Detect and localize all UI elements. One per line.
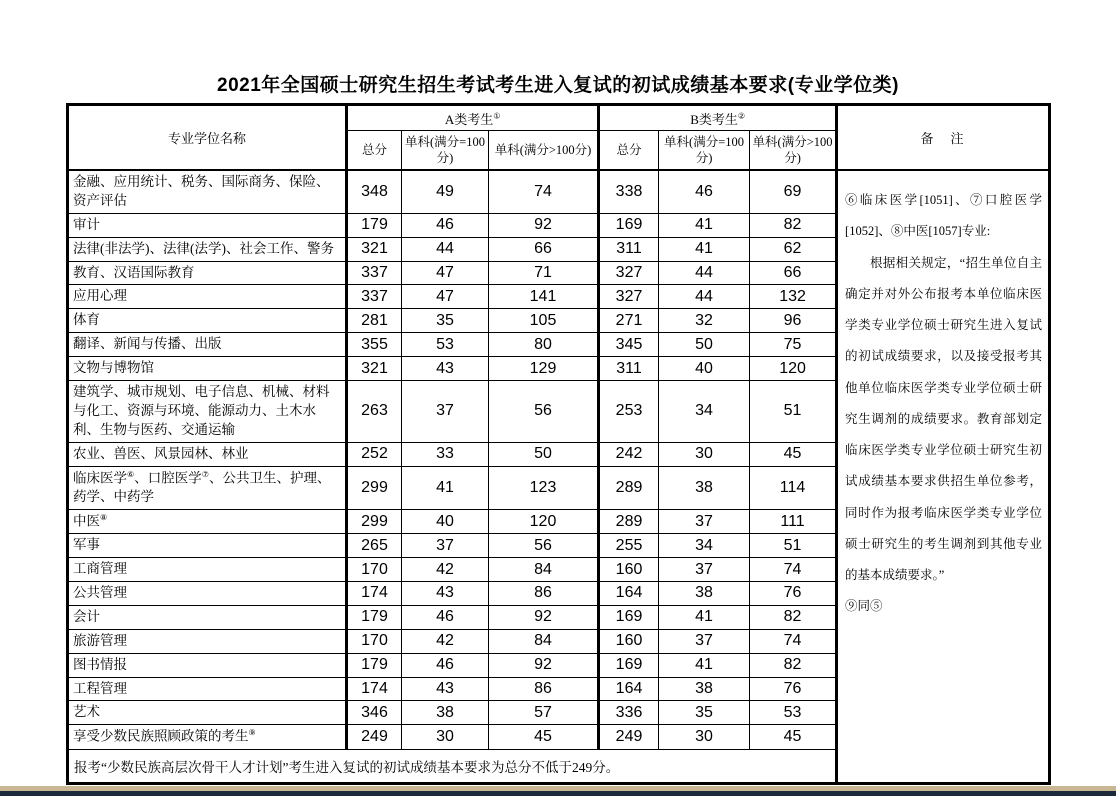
- b-single100-cell: 30: [659, 442, 750, 466]
- b-singlegt100-cell: 114: [750, 466, 837, 509]
- header-row-groups: [68, 105, 1050, 131]
- a-single100-cell: 43: [402, 357, 489, 381]
- a-single100-cell: 43: [402, 582, 489, 606]
- a-total-cell: 179: [347, 213, 402, 237]
- a-single100-cell: 42: [402, 558, 489, 582]
- a-total-cell: 179: [347, 605, 402, 629]
- b-singlegt100-cell: 51: [750, 534, 837, 558]
- a-total-cell: 337: [347, 285, 402, 309]
- b-singlegt100-cell: 45: [750, 725, 837, 749]
- table-body: [68, 170, 1050, 783]
- degree-name-cell: 建筑学、城市规划、电子信息、机械、材料与化工、资源与环境、能源动力、土木水利、生物与医药、交通运输: [68, 381, 347, 443]
- b-total-cell: 255: [599, 534, 659, 558]
- footer-note-cell: 报考“少数民族高层次骨干人才计划”考生进入复试的初试成绩基本要求为总分不低于249分。: [68, 749, 837, 783]
- b-singlegt100-cell: 76: [750, 582, 837, 606]
- b-singlegt100-cell: 132: [750, 285, 837, 309]
- a-total-cell: 179: [347, 653, 402, 677]
- a-singlegt100-cell: 129: [489, 357, 599, 381]
- a-total-cell: 170: [347, 558, 402, 582]
- b-total-cell: 336: [599, 701, 659, 725]
- a-total-header: 总分: [347, 131, 402, 171]
- group-b-header: B类考生②: [599, 105, 837, 131]
- b-total-cell: 160: [599, 558, 659, 582]
- b-singlegt100-header: 单科(满分>100分): [750, 131, 837, 171]
- a-single100-cell: 44: [402, 237, 489, 261]
- b-singlegt100-cell: 74: [750, 629, 837, 653]
- group-a-header: A类考生①: [347, 105, 599, 131]
- a-single100-cell: 30: [402, 725, 489, 749]
- b-single100-cell: 30: [659, 725, 750, 749]
- a-single100-cell: 38: [402, 701, 489, 725]
- b-single100-cell: 34: [659, 381, 750, 443]
- degree-name-cell: 教育、汉语国际教育: [68, 261, 347, 285]
- a-singlegt100-cell: 74: [489, 170, 599, 213]
- remarks-cell: [837, 170, 1050, 783]
- a-single100-cell: 33: [402, 442, 489, 466]
- page-title: 2021年全国硕士研究生招生考试考生进入复试的初试成绩基本要求(专业学位类): [217, 75, 899, 96]
- a-total-cell: 174: [347, 677, 402, 701]
- b-single100-cell: 37: [659, 509, 750, 533]
- a-singlegt100-cell: 84: [489, 629, 599, 653]
- b-singlegt100-cell: 120: [750, 357, 837, 381]
- b-single100-header: 单科(满分=100分): [659, 131, 750, 171]
- a-total-cell: 174: [347, 582, 402, 606]
- b-total-cell: 242: [599, 442, 659, 466]
- degree-name-header: 专业学位名称: [68, 105, 347, 171]
- a-single100-cell: 37: [402, 381, 489, 443]
- a-single100-cell: 47: [402, 261, 489, 285]
- a-single100-cell: 46: [402, 605, 489, 629]
- a-total-cell: 170: [347, 629, 402, 653]
- a-singlegt100-cell: 66: [489, 237, 599, 261]
- a-total-cell: 355: [347, 333, 402, 357]
- degree-name-cell: 翻译、新闻与传播、出版: [68, 333, 347, 357]
- b-single100-cell: 40: [659, 357, 750, 381]
- degree-name-cell: 体育: [68, 309, 347, 333]
- a-singlegt100-cell: 80: [489, 333, 599, 357]
- remark-header: 备 注: [837, 105, 1050, 171]
- b-total-cell: 169: [599, 605, 659, 629]
- a-single100-cell: 35: [402, 309, 489, 333]
- table-row: [68, 170, 1050, 213]
- b-singlegt100-cell: 66: [750, 261, 837, 285]
- b-single100-cell: 44: [659, 285, 750, 309]
- a-total-cell: 299: [347, 509, 402, 533]
- b-singlegt100-cell: 45: [750, 442, 837, 466]
- b-total-cell: 327: [599, 261, 659, 285]
- b-singlegt100-cell: 82: [750, 605, 837, 629]
- a-total-cell: 346: [347, 701, 402, 725]
- b-singlegt100-cell: 111: [750, 509, 837, 533]
- b-single100-cell: 37: [659, 629, 750, 653]
- b-singlegt100-cell: 74: [750, 558, 837, 582]
- b-total-cell: 289: [599, 509, 659, 533]
- b-single100-cell: 41: [659, 213, 750, 237]
- a-singlegt100-cell: 86: [489, 582, 599, 606]
- b-single100-cell: 37: [659, 558, 750, 582]
- a-singlegt100-cell: 120: [489, 509, 599, 533]
- degree-name-cell: 享受少数民族照顾政策的考生⑨: [68, 725, 347, 749]
- minority-note: ⑨同⑤: [845, 599, 883, 614]
- b-single100-cell: 38: [659, 677, 750, 701]
- a-total-cell: 348: [347, 170, 402, 213]
- b-total-cell: 271: [599, 309, 659, 333]
- b-total-cell: 160: [599, 629, 659, 653]
- b-singlegt100-cell: 75: [750, 333, 837, 357]
- a-single100-cell: 53: [402, 333, 489, 357]
- a-single100-cell: 41: [402, 466, 489, 509]
- a-total-cell: 337: [347, 261, 402, 285]
- a-single100-cell: 40: [402, 509, 489, 533]
- a-total-cell: 252: [347, 442, 402, 466]
- a-singlegt100-cell: 50: [489, 442, 599, 466]
- bottom-band-dark: [0, 791, 1116, 796]
- b-single100-cell: 35: [659, 701, 750, 725]
- degree-name-cell: 审计: [68, 213, 347, 237]
- table-header: [68, 105, 1050, 171]
- b-total-header: 总分: [599, 131, 659, 171]
- b-single100-cell: 50: [659, 333, 750, 357]
- b-singlegt100-cell: 76: [750, 677, 837, 701]
- b-single100-cell: 46: [659, 170, 750, 213]
- b-single100-cell: 41: [659, 605, 750, 629]
- b-single100-cell: 41: [659, 653, 750, 677]
- b-singlegt100-cell: 82: [750, 213, 837, 237]
- b-singlegt100-cell: 96: [750, 309, 837, 333]
- b-total-cell: 164: [599, 582, 659, 606]
- a-single100-cell: 42: [402, 629, 489, 653]
- b-total-cell: 289: [599, 466, 659, 509]
- a-singlegt100-cell: 71: [489, 261, 599, 285]
- b-total-cell: 327: [599, 285, 659, 309]
- b-single100-cell: 32: [659, 309, 750, 333]
- b-single100-cell: 38: [659, 466, 750, 509]
- a-singlegt100-cell: 123: [489, 466, 599, 509]
- a-total-cell: 263: [347, 381, 402, 443]
- b-single100-cell: 38: [659, 582, 750, 606]
- b-total-cell: 338: [599, 170, 659, 213]
- degree-name-cell: 会计: [68, 605, 347, 629]
- degree-name-cell: 工商管理: [68, 558, 347, 582]
- degree-name-cell: 文物与博物馆: [68, 357, 347, 381]
- degree-name-cell: 临床医学⑥、口腔医学⑦、公共卫生、护理、药学、中药学: [68, 466, 347, 509]
- b-singlegt100-cell: 82: [750, 653, 837, 677]
- degree-name-cell: 工程管理: [68, 677, 347, 701]
- degree-name-cell: 军事: [68, 534, 347, 558]
- b-total-cell: 345: [599, 333, 659, 357]
- a-singlegt100-cell: 92: [489, 213, 599, 237]
- a-total-cell: 249: [347, 725, 402, 749]
- a-single100-cell: 46: [402, 213, 489, 237]
- a-singlegt100-header: 单科(满分>100分): [489, 131, 599, 171]
- b-total-cell: 164: [599, 677, 659, 701]
- a-total-cell: 321: [347, 237, 402, 261]
- b-single100-cell: 44: [659, 261, 750, 285]
- clinical-note-body: 根据相关规定，“招生单位自主确定并对外公布报考本单位临床医学类专业学位硕士研究生进入复试的初试成绩要求，以及接受报考其他单位临床医学类专业学位硕士研究生调剂的成绩要求。教育部划定临床医学类专业学位硕士研究生初试成绩基本要求供招生单位参考，同时作为报考临床医学类专业学位硕士研究生的考生调剂到其他专业的基本成绩要求。”: [845, 255, 1043, 582]
- b-total-cell: 253: [599, 381, 659, 443]
- a-single100-cell: 47: [402, 285, 489, 309]
- degree-name-cell: 公共管理: [68, 582, 347, 606]
- score-table-wrap: [66, 103, 1051, 785]
- b-total-cell: 311: [599, 357, 659, 381]
- degree-name-cell: 旅游管理: [68, 629, 347, 653]
- degree-name-cell: 法律(非法学)、法律(法学)、社会工作、警务: [68, 237, 347, 261]
- b-total-cell: 249: [599, 725, 659, 749]
- a-single100-cell: 49: [402, 170, 489, 213]
- degree-name-cell: 图书情报: [68, 653, 347, 677]
- b-singlegt100-cell: 53: [750, 701, 837, 725]
- a-singlegt100-cell: 92: [489, 653, 599, 677]
- a-single100-cell: 43: [402, 677, 489, 701]
- b-singlegt100-cell: 62: [750, 237, 837, 261]
- a-singlegt100-cell: 56: [489, 381, 599, 443]
- b-total-cell: 169: [599, 653, 659, 677]
- degree-name-cell: 艺术: [68, 701, 347, 725]
- a-single100-cell: 37: [402, 534, 489, 558]
- a-total-cell: 281: [347, 309, 402, 333]
- a-singlegt100-cell: 92: [489, 605, 599, 629]
- a-singlegt100-cell: 86: [489, 677, 599, 701]
- degree-name-cell: 中医⑧: [68, 509, 347, 533]
- a-singlegt100-cell: 141: [489, 285, 599, 309]
- score-table: [66, 103, 1051, 785]
- a-single100-header: 单科(满分=100分): [402, 131, 489, 171]
- a-singlegt100-cell: 84: [489, 558, 599, 582]
- a-singlegt100-cell: 56: [489, 534, 599, 558]
- degree-name-cell: 应用心理: [68, 285, 347, 309]
- a-singlegt100-cell: 57: [489, 701, 599, 725]
- a-total-cell: 299: [347, 466, 402, 509]
- b-singlegt100-cell: 51: [750, 381, 837, 443]
- degree-name-cell: 农业、兽医、风景园林、林业: [68, 442, 347, 466]
- a-total-cell: 321: [347, 357, 402, 381]
- b-single100-cell: 34: [659, 534, 750, 558]
- b-total-cell: 311: [599, 237, 659, 261]
- b-singlegt100-cell: 69: [750, 170, 837, 213]
- degree-name-cell: 金融、应用统计、税务、国际商务、保险、资产评估: [68, 170, 347, 213]
- a-single100-cell: 46: [402, 653, 489, 677]
- a-total-cell: 265: [347, 534, 402, 558]
- b-total-cell: 169: [599, 213, 659, 237]
- clinical-note-title: ⑥临床医学[1051]、⑦口腔医学[1052]、⑧中医[1057]专业:: [845, 193, 1043, 239]
- a-singlegt100-cell: 105: [489, 309, 599, 333]
- b-single100-cell: 41: [659, 237, 750, 261]
- a-singlegt100-cell: 45: [489, 725, 599, 749]
